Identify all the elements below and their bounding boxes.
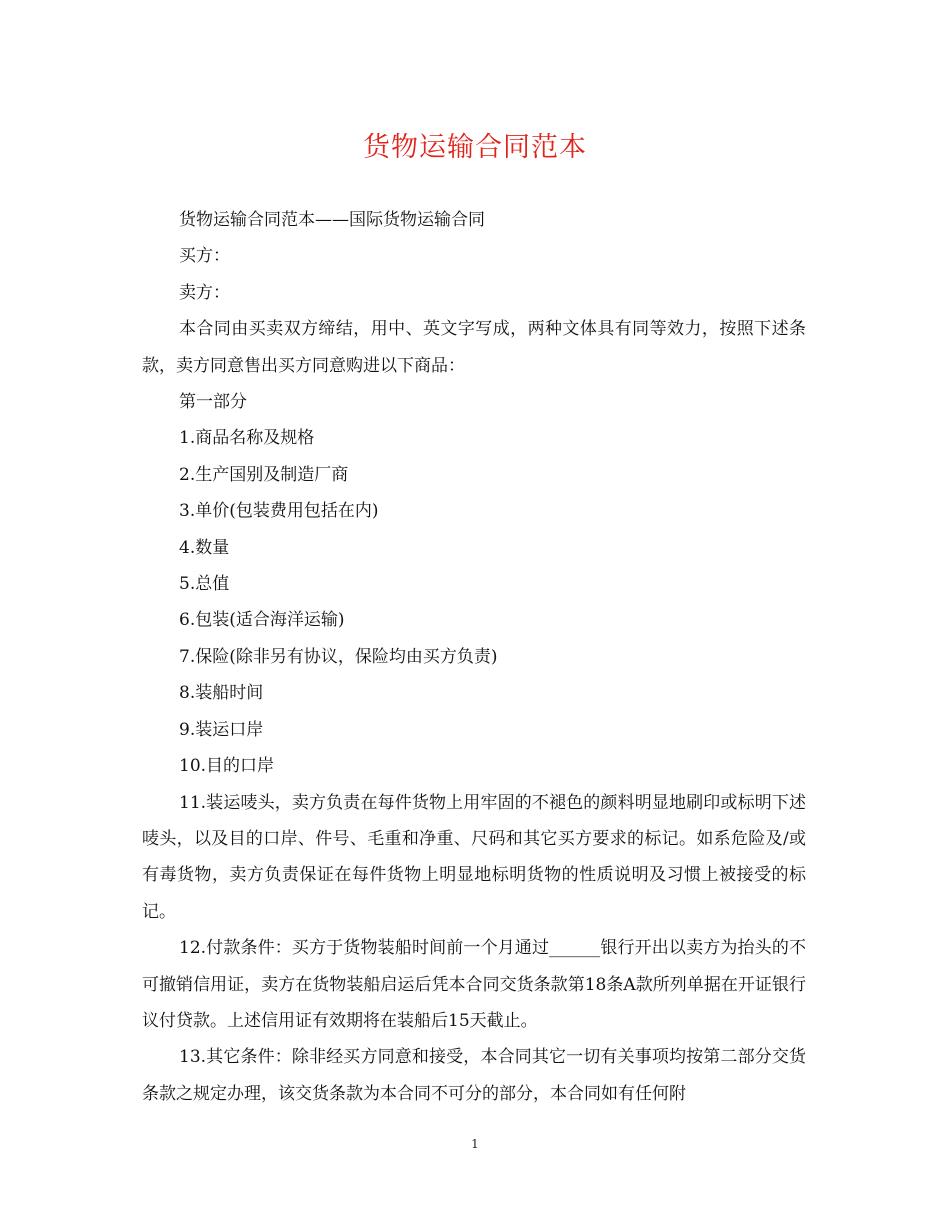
document-title: 货物运输合同范本 <box>363 132 587 163</box>
clause-4: 4.数量 <box>179 537 230 558</box>
clause-9: 9.装运口岸 <box>179 719 264 740</box>
clause-3: 3.单价(包装费用包括在内) <box>179 501 379 522</box>
intro-paragraph: 本合同由买卖双方缔结，用中、英文字写成，两种文体具有同等效力，按照下述条款，卖方同意售出买方同意购进以下商品： <box>142 319 806 376</box>
clause-10: 10.目的口岸 <box>179 756 275 777</box>
clause-2: 2.生产国别及制造厂商 <box>179 464 349 485</box>
seller-line: 卖方： <box>179 282 230 303</box>
clause-11: 11.装运唛头，卖方负责在每件货物上用牢固的不褪色的颜料明显地刷印或标明下述唛头，以及目的口岸、件号、毛重和净重、尺码和其它买方要求的标记。如系危险及/或有毒货物，卖方负责保证在每件货物上明显地标明货物的性质说明及习惯上被接受的标记。 <box>142 792 806 922</box>
clause-1: 1.商品名称及规格 <box>179 428 315 449</box>
clause-6: 6.包装(适合海洋运输) <box>179 610 345 631</box>
page-number: 1 <box>471 1137 479 1151</box>
clause-7: 7.保险(除非另有协议，保险均由买方负责) <box>179 646 498 667</box>
document-body <box>142 202 806 1112</box>
buyer-line: 买方： <box>179 246 230 267</box>
clause-12: 12.付款条件：买方于货物装船时间前一个月通过______银行开出以卖方为抬头的不可撤销信用证，卖方在货物装船启运后凭本合同交货条款第18条A款所列单据在开证银行议付贷款。上述信用证有效期将在装船后15天截止。 <box>142 938 806 1031</box>
subtitle-paragraph: 货物运输合同范本——国际货物运输合同 <box>179 210 485 230</box>
clause-13: 13.其它条件：除非经买方同意和接受，本合同其它一切有关事项均按第二部分交货条款之规定办理，该交货条款为本合同不可分的部分，本合同如有任何附 <box>142 1047 806 1104</box>
clause-5: 5.总值 <box>179 574 230 595</box>
clause-8: 8.装船时间 <box>179 683 264 704</box>
section-heading: 第一部分 <box>179 392 247 413</box>
